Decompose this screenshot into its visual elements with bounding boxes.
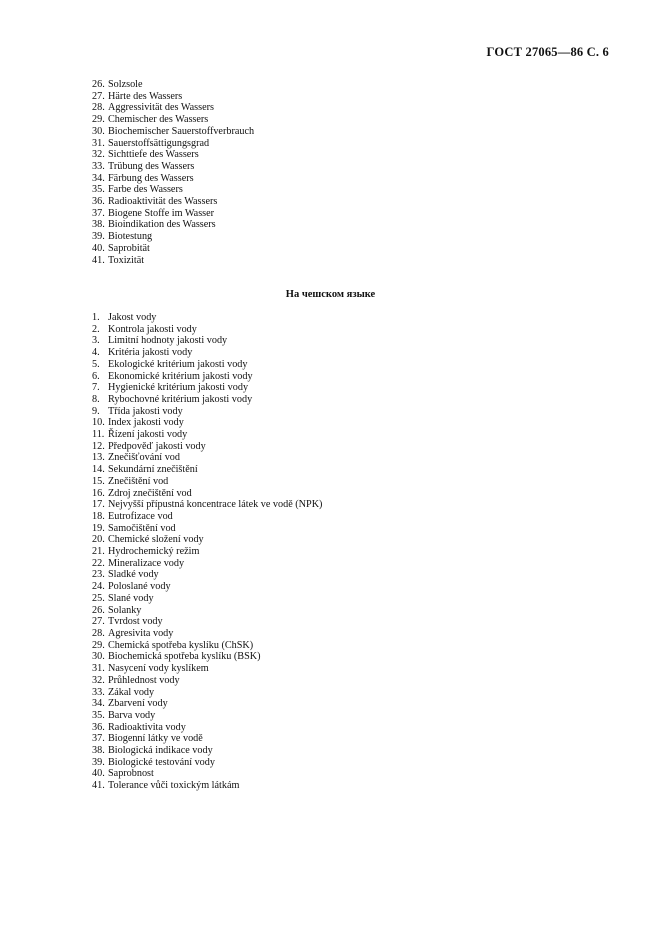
list-item <box>92 394 322 406</box>
item-number: 30. <box>92 125 105 137</box>
section-title-czech: На чешском языке <box>285 289 376 300</box>
item-term: Färbung des Wassers <box>108 172 194 184</box>
item-term: Znečištění vod <box>108 475 169 487</box>
item-term: Trübung des Wassers <box>108 160 195 172</box>
list-item <box>92 534 322 546</box>
list-item <box>92 651 322 663</box>
item-number: 38. <box>92 745 105 757</box>
list-item <box>92 476 322 488</box>
item-number: 32. <box>92 674 105 686</box>
item-number: 11. <box>92 429 105 441</box>
item-term: Hydrochemický režim <box>108 546 200 558</box>
item-number: 36. <box>92 196 105 208</box>
item-term: Chemické složení vody <box>108 534 204 546</box>
list-item <box>92 745 322 757</box>
list-item <box>92 255 254 267</box>
item-number: 14. <box>92 464 105 476</box>
item-term: Aggressivität des Wassers <box>108 102 214 114</box>
item-term: Biologická indikace vody <box>108 745 213 757</box>
list-item <box>92 173 254 185</box>
czech-term-list <box>92 312 322 792</box>
item-number: 30. <box>92 651 105 663</box>
item-number: 26. <box>92 604 105 616</box>
item-term: Ekonomické kritérium jakosti vody <box>108 370 253 382</box>
german-term-list <box>92 79 254 266</box>
list-item <box>92 488 322 500</box>
item-term: Radioaktivität des Wassers <box>108 196 218 208</box>
item-term: Tvrdost vody <box>108 616 163 628</box>
item-term: Jakost vody <box>108 312 157 323</box>
item-number: 25. <box>92 592 105 604</box>
item-term: Hygienické kritérium jakosti vody <box>108 382 249 394</box>
item-number: 26. <box>92 79 105 90</box>
item-term: Härte des Wassers <box>108 90 183 102</box>
item-number: 39. <box>92 756 105 768</box>
list-item <box>92 231 254 243</box>
item-number: 3. <box>92 335 100 347</box>
item-term: Farbe des Wassers <box>108 184 183 196</box>
item-term: Zdroj znečištění vod <box>108 487 192 499</box>
list-item <box>92 464 322 476</box>
item-term: Zákal vody <box>108 686 155 698</box>
item-term: Solzsole <box>108 79 143 90</box>
item-number: 6. <box>92 370 100 382</box>
item-term: Mineralizace vody <box>108 557 185 569</box>
item-number: 18. <box>92 510 105 522</box>
item-number: 15. <box>92 475 105 487</box>
list-item <box>92 593 322 605</box>
list-item <box>92 441 322 453</box>
item-term: Chemischer des Wassers <box>108 114 209 126</box>
item-term: Ekologické kritérium jakosti vody <box>108 358 248 370</box>
item-term: Sichttiefe des Wassers <box>108 149 199 161</box>
item-number: 5. <box>92 358 100 370</box>
page-header: ГОСТ 27065—86 С. 6 <box>486 45 609 59</box>
item-term: Sladké vody <box>108 569 159 581</box>
list-item <box>92 675 322 687</box>
list-item <box>92 698 322 710</box>
item-number: 27. <box>92 616 105 628</box>
item-term: Biochemischer Sauerstoffverbrauch <box>108 125 255 137</box>
item-number: 38. <box>92 219 105 231</box>
item-term: Slané vody <box>108 592 154 604</box>
list-item <box>92 312 322 324</box>
list-item <box>92 243 254 255</box>
item-number: 31. <box>92 663 105 675</box>
list-item <box>92 628 322 640</box>
item-term: Biogene Stoffe im Wasser <box>108 207 215 219</box>
item-term: Bioindikation des Wassers <box>108 219 216 231</box>
item-number: 8. <box>92 393 100 405</box>
item-term: Biochemická spotřeba kyslíku (BSK) <box>108 651 261 663</box>
item-term: Chemická spotřeba kyslíku (ChSK) <box>108 639 254 651</box>
item-number: 37. <box>92 207 105 219</box>
list-item <box>92 722 322 734</box>
list-item <box>92 640 322 652</box>
list-item <box>92 687 322 699</box>
item-number: 34. <box>92 698 105 710</box>
item-number: 29. <box>92 114 105 126</box>
list-item <box>92 126 254 138</box>
list-item <box>92 605 322 617</box>
list-item <box>92 114 254 126</box>
item-number: 17. <box>92 499 105 511</box>
item-term: Samočištění vod <box>108 522 176 534</box>
list-item <box>92 429 322 441</box>
list-item <box>92 382 322 394</box>
item-term: Biotestung <box>108 231 153 243</box>
list-item <box>92 499 322 511</box>
item-term: Agresivita vody <box>108 627 174 639</box>
item-term: Nejvyšší přípustná koncentrace látek ve vodě (NPK) <box>108 499 323 511</box>
item-number: 7. <box>92 382 100 394</box>
list-item <box>92 757 322 769</box>
item-number: 32. <box>92 149 105 161</box>
list-item <box>92 780 322 792</box>
item-number: 31. <box>92 137 105 149</box>
item-number: 21. <box>92 546 105 558</box>
list-item <box>92 546 322 558</box>
item-number: 37. <box>92 733 105 745</box>
item-number: 35. <box>92 709 105 721</box>
list-item <box>92 616 322 628</box>
list-item <box>92 452 322 464</box>
item-number: 34. <box>92 172 105 184</box>
item-number: 13. <box>92 452 105 464</box>
item-term: Nasycení vody kyslíkem <box>108 663 209 675</box>
item-term: Saprobnost <box>108 768 154 780</box>
list-item <box>92 102 254 114</box>
item-term: Kontrola jakosti vody <box>108 323 197 335</box>
list-item <box>92 417 322 429</box>
item-number: 33. <box>92 160 105 172</box>
item-term: Znečišťování vod <box>108 452 180 464</box>
item-term: Toxizität <box>108 254 145 266</box>
list-item <box>92 91 254 103</box>
list-item <box>92 149 254 161</box>
item-number: 35. <box>92 184 105 196</box>
item-number: 23. <box>92 569 105 581</box>
item-term: Biogenní látky ve vodě <box>108 733 203 745</box>
list-item <box>92 663 322 675</box>
item-number: 20. <box>92 534 105 546</box>
item-term: Zbarvení vody <box>108 698 168 710</box>
item-number: 40. <box>92 768 105 780</box>
list-item <box>92 79 254 91</box>
item-term: Rybochovné kritérium jakosti vody <box>108 393 253 405</box>
list-item <box>92 371 322 383</box>
item-term: Sekundární znečištění <box>108 464 198 476</box>
item-number: 40. <box>92 242 105 254</box>
list-item <box>92 558 322 570</box>
list-item <box>92 569 322 581</box>
item-term: Solanky <box>108 604 142 616</box>
item-term: Kritéria jakosti vody <box>108 347 193 359</box>
list-item <box>92 184 254 196</box>
list-item <box>92 359 322 371</box>
item-number: 29. <box>92 639 105 651</box>
list-item <box>92 768 322 780</box>
item-number: 1. <box>92 312 100 323</box>
list-item <box>92 406 322 418</box>
item-number: 12. <box>92 440 105 452</box>
item-number: 36. <box>92 721 105 733</box>
item-term: Předpověď jakosti vody <box>108 440 206 452</box>
item-number: 41. <box>92 780 105 792</box>
list-item <box>92 324 322 336</box>
list-item <box>92 219 254 231</box>
item-number: 19. <box>92 522 105 534</box>
list-item <box>92 196 254 208</box>
item-number: 41. <box>92 254 105 266</box>
list-item <box>92 208 254 220</box>
item-number: 28. <box>92 627 105 639</box>
list-item <box>92 335 322 347</box>
item-number: 9. <box>92 405 100 417</box>
item-term: Radioaktivita vody <box>108 721 186 733</box>
item-term: Limitní hodnoty jakosti vody <box>108 335 228 347</box>
item-term: Třída jakosti vody <box>108 405 183 417</box>
item-number: 24. <box>92 581 105 593</box>
item-term: Index jakosti vody <box>108 417 184 429</box>
list-item <box>92 523 322 535</box>
item-term: Saprobität <box>108 242 150 254</box>
item-number: 2. <box>92 323 100 335</box>
list-item <box>92 581 322 593</box>
item-term: Biologické testování vody <box>108 756 215 768</box>
item-term: Tolerance vůči toxickým látkám <box>108 780 240 792</box>
item-number: 28. <box>92 102 105 114</box>
item-number: 33. <box>92 686 105 698</box>
item-term: Eutrofizace vod <box>108 510 173 522</box>
list-item <box>92 511 322 523</box>
item-number: 4. <box>92 347 100 359</box>
item-number: 39. <box>92 231 105 243</box>
item-term: Barva vody <box>108 709 156 721</box>
item-term: Poloslané vody <box>108 581 171 593</box>
list-item <box>92 161 254 173</box>
item-number: 27. <box>92 90 105 102</box>
list-item <box>92 710 322 722</box>
item-term: Průhlednost vody <box>108 674 180 686</box>
item-term: Řízení jakosti vody <box>108 429 188 441</box>
item-number: 16. <box>92 487 105 499</box>
list-item <box>92 138 254 150</box>
item-number: 10. <box>92 417 105 429</box>
item-number: 22. <box>92 557 105 569</box>
list-item <box>92 733 322 745</box>
item-term: Sauerstoffsättigungsgrad <box>108 137 210 149</box>
list-item <box>92 347 322 359</box>
